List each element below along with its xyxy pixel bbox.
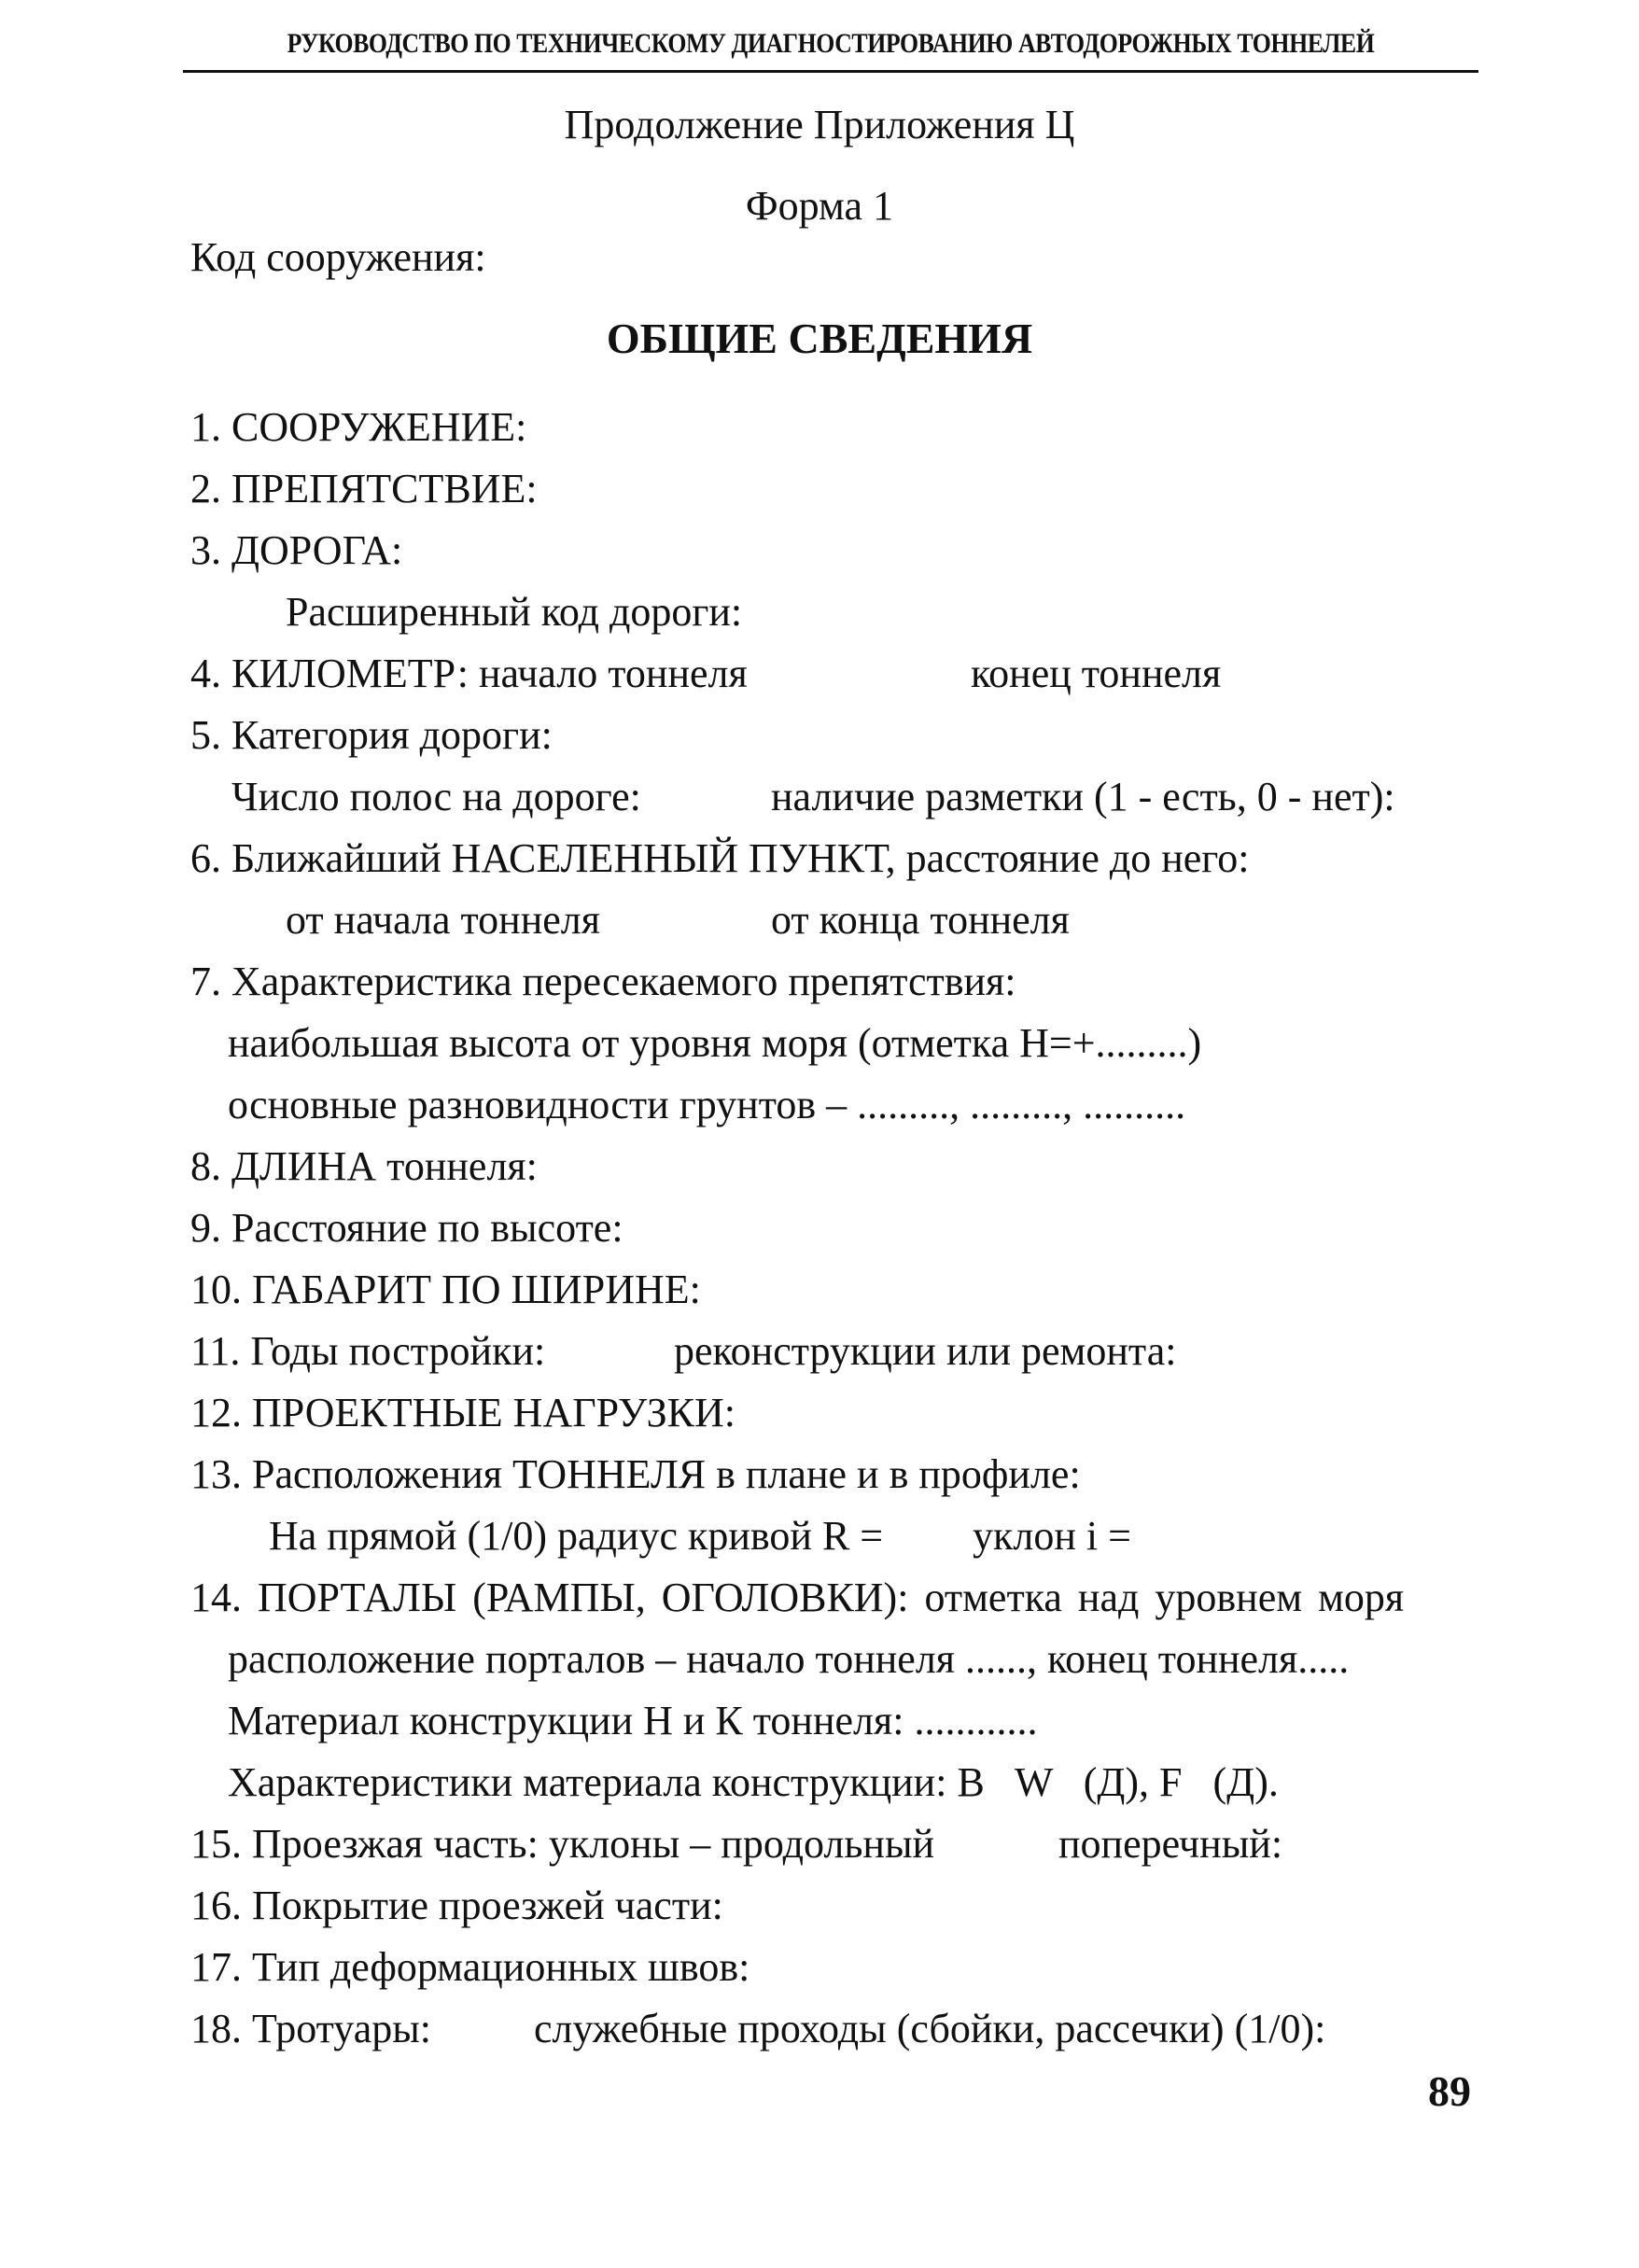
running-header: РУКОВОДСТВО ПО ТЕХНИЧЕСКОМУ ДИАГНОСТИРОВАНИЮ АВТОДОРОЖНЫХ ТОННЕЛЕЙ <box>287 28 1375 59</box>
item-7-soils: основные разновидности грунтов – ........., ........., .......... <box>228 1082 1186 1127</box>
item-13-slope: уклон i = <box>973 1513 1131 1559</box>
item-7: 7. Характеристика пересекаемого препятствия: <box>190 959 1016 1004</box>
section-title: ОБЩИЕ СВЕДЕНИЯ <box>606 315 1033 362</box>
item-3: 3. ДОРОГА: <box>190 527 403 573</box>
item-18-passages: служебные проходы (сбойки, рассечки) (1/0): <box>534 2006 1326 2051</box>
item-6-from-start: от начала тоннеля <box>286 897 600 943</box>
item-14: 14. ПОРТАЛЫ (РАМПЫ, ОГОЛОВКИ): отметка над уровнем моря <box>190 1575 1405 1620</box>
item-6-from-end: от конца тоннеля <box>771 897 1070 943</box>
item-9: 9. Расстояние по высоте: <box>190 1205 623 1251</box>
item-4-end: конец тоннеля <box>971 651 1222 696</box>
item-3-sub: Расширенный код дороги: <box>286 589 743 635</box>
item-14-material: Материал конструкции Н и К тоннеля: ............ <box>228 1698 1038 1743</box>
item-13-radius: На прямой (1/0) радиус кривой R = <box>269 1513 884 1559</box>
item-17: 17. Тип деформационных швов: <box>190 1944 750 1990</box>
item-5-marking: наличие разметки (1 - есть, 0 - нет): <box>771 774 1395 819</box>
page-number: 89 <box>1428 2067 1471 2115</box>
structure-code-label: Код сооружения: <box>190 234 486 280</box>
item-2: 2. ПРЕПЯТСТВИЕ: <box>190 466 538 511</box>
item-1: 1. СООРУЖЕНИЕ: <box>190 404 527 450</box>
item-6: 6. Ближайший НАСЕЛЕННЫЙ ПУНКТ, расстояние до него: <box>190 835 1250 881</box>
item-5-lanes: Число полос на дороге: <box>231 774 641 819</box>
item-11-built: 11. Годы постройки: <box>190 1328 546 1374</box>
item-16: 16. Покрытие проезжей части: <box>190 1883 723 1928</box>
header-rule <box>183 70 1478 73</box>
item-7-height: наибольшая высота от уровня моря (отметка Н=+.........) <box>228 1020 1202 1066</box>
item-4-start: 4. КИЛОМЕТР: начало тоннеля <box>190 651 748 696</box>
item-15-transverse: поперечный: <box>1058 1821 1283 1867</box>
item-11-repair: реконструкции или ремонта: <box>674 1328 1177 1374</box>
form-label: Форма 1 <box>745 183 894 229</box>
item-14-portals: расположение порталов – начало тоннеля ......, конец тоннеля..... <box>228 1636 1350 1682</box>
appendix-caption: Продолжение Приложения Ц <box>564 102 1075 147</box>
item-13: 13. Расположения ТОННЕЛЯ в плане и в профиле: <box>190 1451 1081 1497</box>
item-12: 12. ПРОЕКТНЫЕ НАГРУЗКИ: <box>190 1390 736 1435</box>
item-10: 10. ГАБАРИТ ПО ШИРИНЕ: <box>190 1267 701 1312</box>
item-18-sidewalks: 18. Тротуары: <box>190 2006 432 2051</box>
item-15-longitudinal: 15. Проезжая часть: уклоны – продольный <box>190 1821 935 1867</box>
item-14-characteristics: Характеристики материала конструкции: B W (Д), F (Д). <box>228 1759 1279 1805</box>
item-5: 5. Категория дороги: <box>190 712 553 758</box>
item-8: 8. ДЛИНА тоннеля: <box>190 1143 538 1189</box>
